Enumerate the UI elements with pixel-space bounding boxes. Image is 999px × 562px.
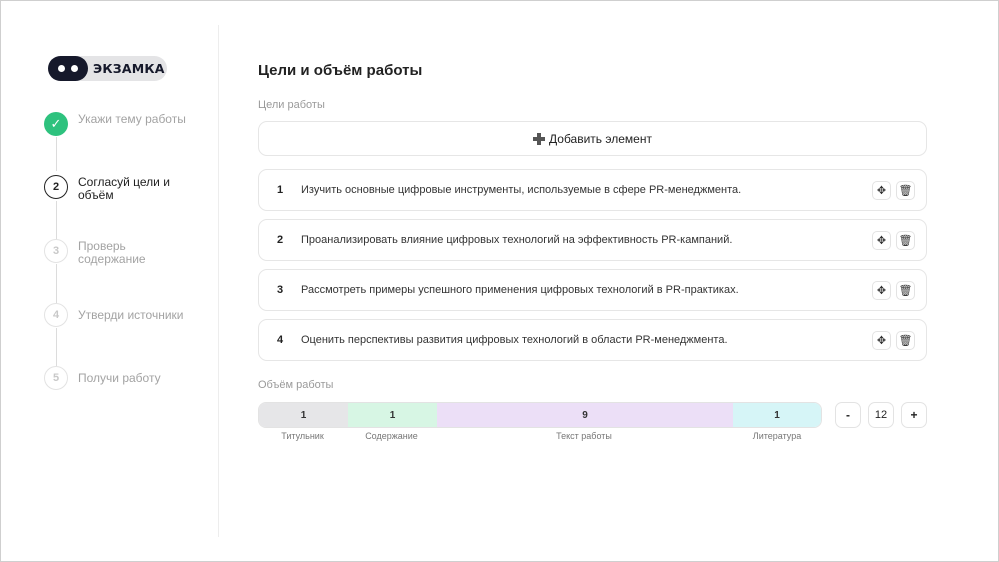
trash-icon[interactable]: 🗑 <box>896 281 915 300</box>
add-element-label: Добавить элемент <box>549 131 652 146</box>
volume-bar <box>258 402 822 428</box>
step-4[interactable] <box>44 303 198 327</box>
step-3[interactable] <box>44 239 168 266</box>
trash-icon[interactable]: 🗑 <box>896 181 915 200</box>
step-label: Проверь содержание <box>78 239 146 266</box>
step-number: 5 <box>44 366 68 390</box>
step-connector <box>56 201 57 239</box>
step-1[interactable] <box>44 112 198 136</box>
page-title: Цели и объём работы <box>258 62 423 79</box>
goal-item <box>258 169 927 211</box>
step-label: Укажи тему работы <box>78 112 186 126</box>
check-icon: ✓ <box>44 112 68 136</box>
goal-text[interactable]: Изучить основные цифровые инструменты, используемые в сфере PR-менеджмента. <box>301 184 742 196</box>
add-element-button[interactable] <box>258 121 927 156</box>
volume-total-value: 12 <box>868 402 894 428</box>
goals-section-label: Цели работы <box>258 99 325 111</box>
goal-number: 2 <box>276 234 284 246</box>
step-2[interactable] <box>44 175 183 202</box>
goal-number: 1 <box>276 184 284 196</box>
goal-number: 4 <box>276 334 284 346</box>
goal-item <box>258 219 927 261</box>
goal-number: 3 <box>276 284 284 296</box>
volume-caption: Текст работы <box>556 431 612 441</box>
volume-caption: Титульник <box>281 431 324 441</box>
step-connector <box>56 328 57 366</box>
volume-caption: Литература <box>752 431 802 441</box>
trash-icon[interactable]: 🗑 <box>896 231 915 250</box>
move-icon[interactable]: ✥ <box>872 331 891 350</box>
step-label: Утверди источники <box>78 308 184 322</box>
move-icon[interactable]: ✥ <box>872 281 891 300</box>
volume-section-label: Объём работы <box>258 379 334 391</box>
step-connector <box>56 264 57 303</box>
goal-item <box>258 319 927 361</box>
volume-captions <box>258 431 822 443</box>
volume-segment-contents[interactable]: 1 <box>348 403 437 427</box>
sidebar <box>1 1 219 562</box>
logo-text: ЭКЗАМКА <box>93 61 165 76</box>
step-number: 4 <box>44 303 68 327</box>
volume-segment-title[interactable]: 1 <box>259 403 348 427</box>
logo-eyes-icon <box>48 56 88 81</box>
step-connector <box>56 137 57 171</box>
volume-segment-text[interactable]: 9 <box>437 403 733 427</box>
goal-item <box>258 269 927 311</box>
step-number: 3 <box>44 239 68 263</box>
step-5[interactable] <box>44 366 198 390</box>
goal-text[interactable]: Рассмотреть примеры успешного применения цифровых технологий в PR-практиках. <box>301 284 739 296</box>
sidebar-divider <box>218 25 219 537</box>
trash-icon[interactable]: 🗑 <box>896 331 915 350</box>
step-label: Согласуй цели и объём <box>78 175 170 202</box>
step-label: Получи работу <box>78 371 161 385</box>
goal-text[interactable]: Оценить перспективы развития цифровых технологий в области PR-менеджмента. <box>301 334 728 346</box>
increase-volume-button[interactable]: + <box>901 402 927 428</box>
plus-icon <box>533 133 545 145</box>
logo[interactable] <box>48 56 167 81</box>
decrease-volume-button[interactable]: - <box>835 402 861 428</box>
move-icon[interactable]: ✥ <box>872 231 891 250</box>
goal-text[interactable]: Проанализировать влияние цифровых технологий на эффективность PR-кампаний. <box>301 234 733 246</box>
volume-caption: Содержание <box>365 431 418 441</box>
volume-segment-literature[interactable]: 1 <box>733 403 821 427</box>
step-number: 2 <box>44 175 68 199</box>
move-icon[interactable]: ✥ <box>872 181 891 200</box>
